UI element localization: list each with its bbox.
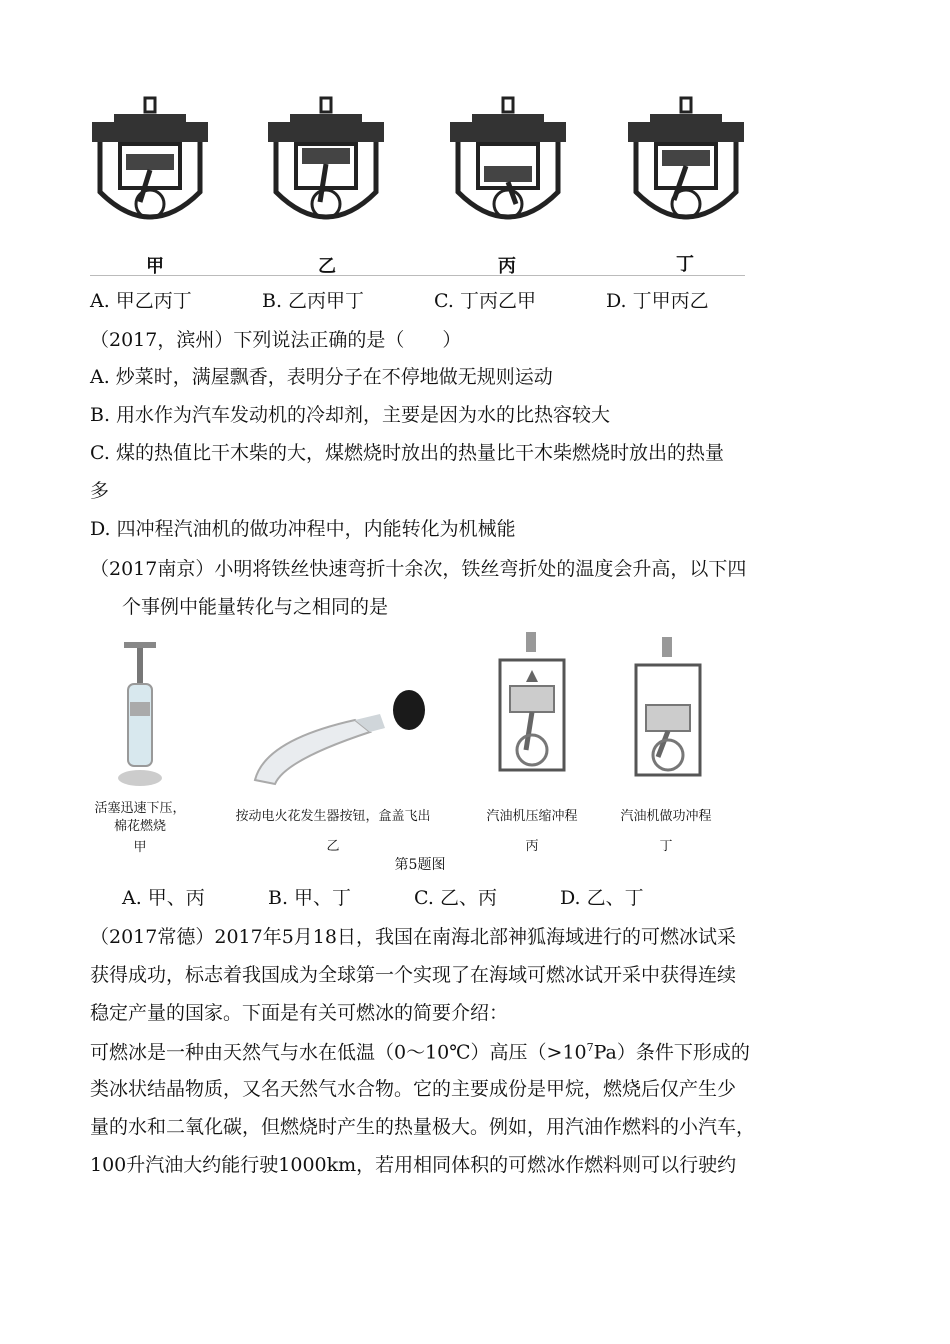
engine-diagram-bing [446,92,571,242]
q3-caption-yi-label: 乙 [326,838,340,854]
q3-option-d: D. 乙、丁 [560,887,644,909]
air-pump-fire-piston-image [110,640,170,790]
q3-option-a: A. 甲、丙 [122,887,205,909]
q3-caption-jia-line2: 棉花燃烧 [113,818,166,834]
q3-figure-title: 第5题图 [394,857,446,873]
q3-option-c: C. 乙、丙 [414,887,497,909]
engine-diagram-ding [624,92,749,242]
engine-label-ding: 丁 [676,254,694,275]
q3-stem-continued: 个事例中能量转化与之相同的是 [122,596,389,618]
q4-line-4-part-a: 可燃冰是一种由天然气与水在低温（0～10℃）高压（>10 [90,1041,587,1064]
q4-line-2: 获得成功，标志着我国成为全球第一个实现了在海域可燃冰试开采中获得连续 [90,964,737,986]
q2-option-c: C. 煤的热值比干木柴的大，煤燃烧时放出的热量比干木柴燃烧时放出的热量 [90,442,724,464]
engine-diagram-yi [264,92,389,242]
q1-option-c: C. 丁丙乙甲 [434,290,536,312]
q3-caption-jia-line1: 活塞迅速下压， [94,801,186,816]
q3-caption-jia-label: 甲 [133,840,147,856]
q2-stem: （2017，滨州）下列说法正确的是（ ） [90,329,462,351]
q4-line-4-exponent: 7 [586,1041,594,1054]
q2-option-d: D. 四冲程汽油机的做功冲程中，内能转化为机械能 [90,518,516,540]
engine-label-jia: 甲 [146,256,164,277]
q4-line-1: （2017常德）2017年5月18日，我国在南海北部神狐海域进行的可燃冰试采 [90,926,736,948]
engine-label-yi: 乙 [318,256,336,277]
q4-line-4-part-b: Pa）条件下形成的 [593,1041,750,1064]
q3-caption-ding [608,808,724,855]
q4-line-4 [90,1042,750,1062]
q2-option-a: A. 炒菜时，满屋飘香，表明分子在不停地做无规则运动 [90,366,553,388]
q1-option-a: A. 甲乙丙丁 [90,290,192,312]
q3-caption-bing-line1: 汽油机压缩冲程 [486,809,578,824]
q3-options [122,889,644,908]
q2-option-b: B. 用水作为汽车发动机的冷却剂，主要是因为水的比热容较大 [90,404,611,426]
engine-diagram-jia [88,92,213,242]
q1-option-d: D. 丁甲丙乙 [606,290,709,312]
q3-stem: （2017南京）小明将铁丝快速弯折十余次，铁丝弯折处的温度会升高，以下四 [90,558,747,580]
q3-option-b: B. 甲、丁 [268,887,352,909]
compression-stroke-engine-image [492,630,572,785]
electric-spark-generator-image [245,680,445,790]
q1-options [90,292,709,311]
q3-caption-yi [222,808,444,855]
q3-caption-yi-line1: 按动电火花发生器按钮，盒盖飞出 [235,809,431,824]
q3-caption-bing-label: 丙 [525,838,539,854]
q2-option-c-continued: 多 [90,480,110,502]
q3-caption-jia [88,800,192,857]
q4-line-5: 类冰状结晶物质，又名天然气水合物。它的主要成份是甲烷，燃烧后仅产生少 [90,1078,737,1100]
q3-caption-bing [474,808,590,855]
figure-divider [90,275,745,276]
engine-label-bing: 丙 [498,256,516,277]
power-stroke-engine-image [628,635,708,785]
q4-line-6: 量的水和二氧化碳，但燃烧时产生的热量极大。例如，用汽油作燃料的小汽车， [90,1116,756,1138]
q4-line-3: 稳定产量的国家。下面是有关可燃冰的简要介绍： [90,1002,509,1024]
q3-caption-ding-label: 丁 [659,838,673,854]
q3-caption-ding-line1: 汽油机做功冲程 [620,809,712,824]
q4-line-7: 100升汽油大约能行驶1000km，若用相同体积的可燃冰作燃料则可以行驶约 [90,1154,737,1176]
q1-option-b: B. 乙丙甲丁 [262,290,365,312]
